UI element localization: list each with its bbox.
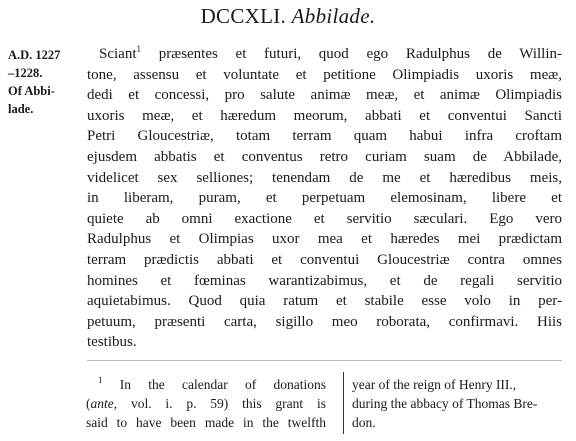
charter-line: Radulphus et Olimpias uxor mea et hæredes mei prædictam: [87, 231, 562, 248]
footnote-line: don.: [352, 415, 376, 430]
footnote-column-divider: [343, 372, 344, 434]
charter-line: terram prædictis abbati et conventui Gloucestriæ contra omnes: [87, 251, 562, 268]
charter-line: tone, assensu et voluntate et petitione Olimpiadis uxoris meæ,: [87, 66, 562, 83]
footnote-line: (ante, vol. i. p. 59) this grant is: [86, 396, 326, 411]
charter-line: videlicet sex selliones; tenendam de me et hæredibus meis,: [87, 169, 562, 186]
margin-note-subject: Of Abbi-: [8, 84, 55, 98]
margin-note-date-end: –1228.: [8, 66, 43, 80]
footnote-line-text: , vol. i. p. 59) this grant is: [113, 396, 326, 411]
footnote-line: said to have been made in the twelfth: [86, 415, 326, 430]
footnote-divider: [87, 360, 562, 361]
footnote-marker: 1: [98, 375, 103, 385]
footnote-line-text: In the calendar of donations: [102, 377, 326, 392]
charter-line: aquietabimus. Quod quia ratum et stabile esse volo in per-: [87, 293, 562, 310]
charter-line: ejusdem abbatis et conventus retro curiam suam de Abbilade,: [87, 148, 562, 165]
footnote-line: [86, 375, 326, 394]
footnote-left-column: [86, 375, 326, 432]
charter-line: quiete ab omni exactione et servitio sæculari. Ego vero: [87, 210, 562, 227]
charter-line: uxoris meæ, et hæredum meorum, abbati et conventui Sancti: [87, 107, 562, 124]
charter-number: DCCXLI.: [200, 4, 287, 28]
footnote-line: during the abbacy of Thomas Bre-: [352, 396, 538, 411]
footnote-line: year of the reign of Henry III.,: [352, 377, 517, 392]
charter-text: [87, 44, 562, 353]
charter-place: Abbilade.: [291, 4, 376, 28]
charter-line: testibus.: [87, 334, 137, 351]
charter-line: dedi et concessi, pro salute animæ meæ, et animæ Olimpiadis: [87, 87, 562, 104]
margin-note: [8, 46, 80, 118]
footnote-reference[interactable]: 1: [136, 44, 141, 54]
charter-line: petuum, præsenti carta, sigillo meo roborata, confirmavi. Hiis: [87, 313, 562, 330]
charter-line: [87, 44, 562, 65]
document-heading: [0, 4, 576, 29]
charter-line: in liberam, puram, et perpetuam elemosinam, libere et: [87, 190, 562, 207]
footnote-italic-ante: ante: [90, 396, 114, 411]
footnote-right-column: [352, 375, 562, 432]
charter-opening-word: Sciant: [99, 46, 137, 62]
charter-line: Petri Gloucestriæ, totam terram quam habui infra croftam: [87, 128, 562, 145]
charter-line: homines et fœminas warantizabimus, et de regali servitio: [87, 272, 562, 289]
margin-note-subject-cont: lade.: [8, 102, 34, 116]
charter-line-text: præsentes et futuri, quod ego Radulphus de Willin-: [141, 46, 562, 62]
margin-note-date: A.D. 1227: [8, 48, 61, 62]
